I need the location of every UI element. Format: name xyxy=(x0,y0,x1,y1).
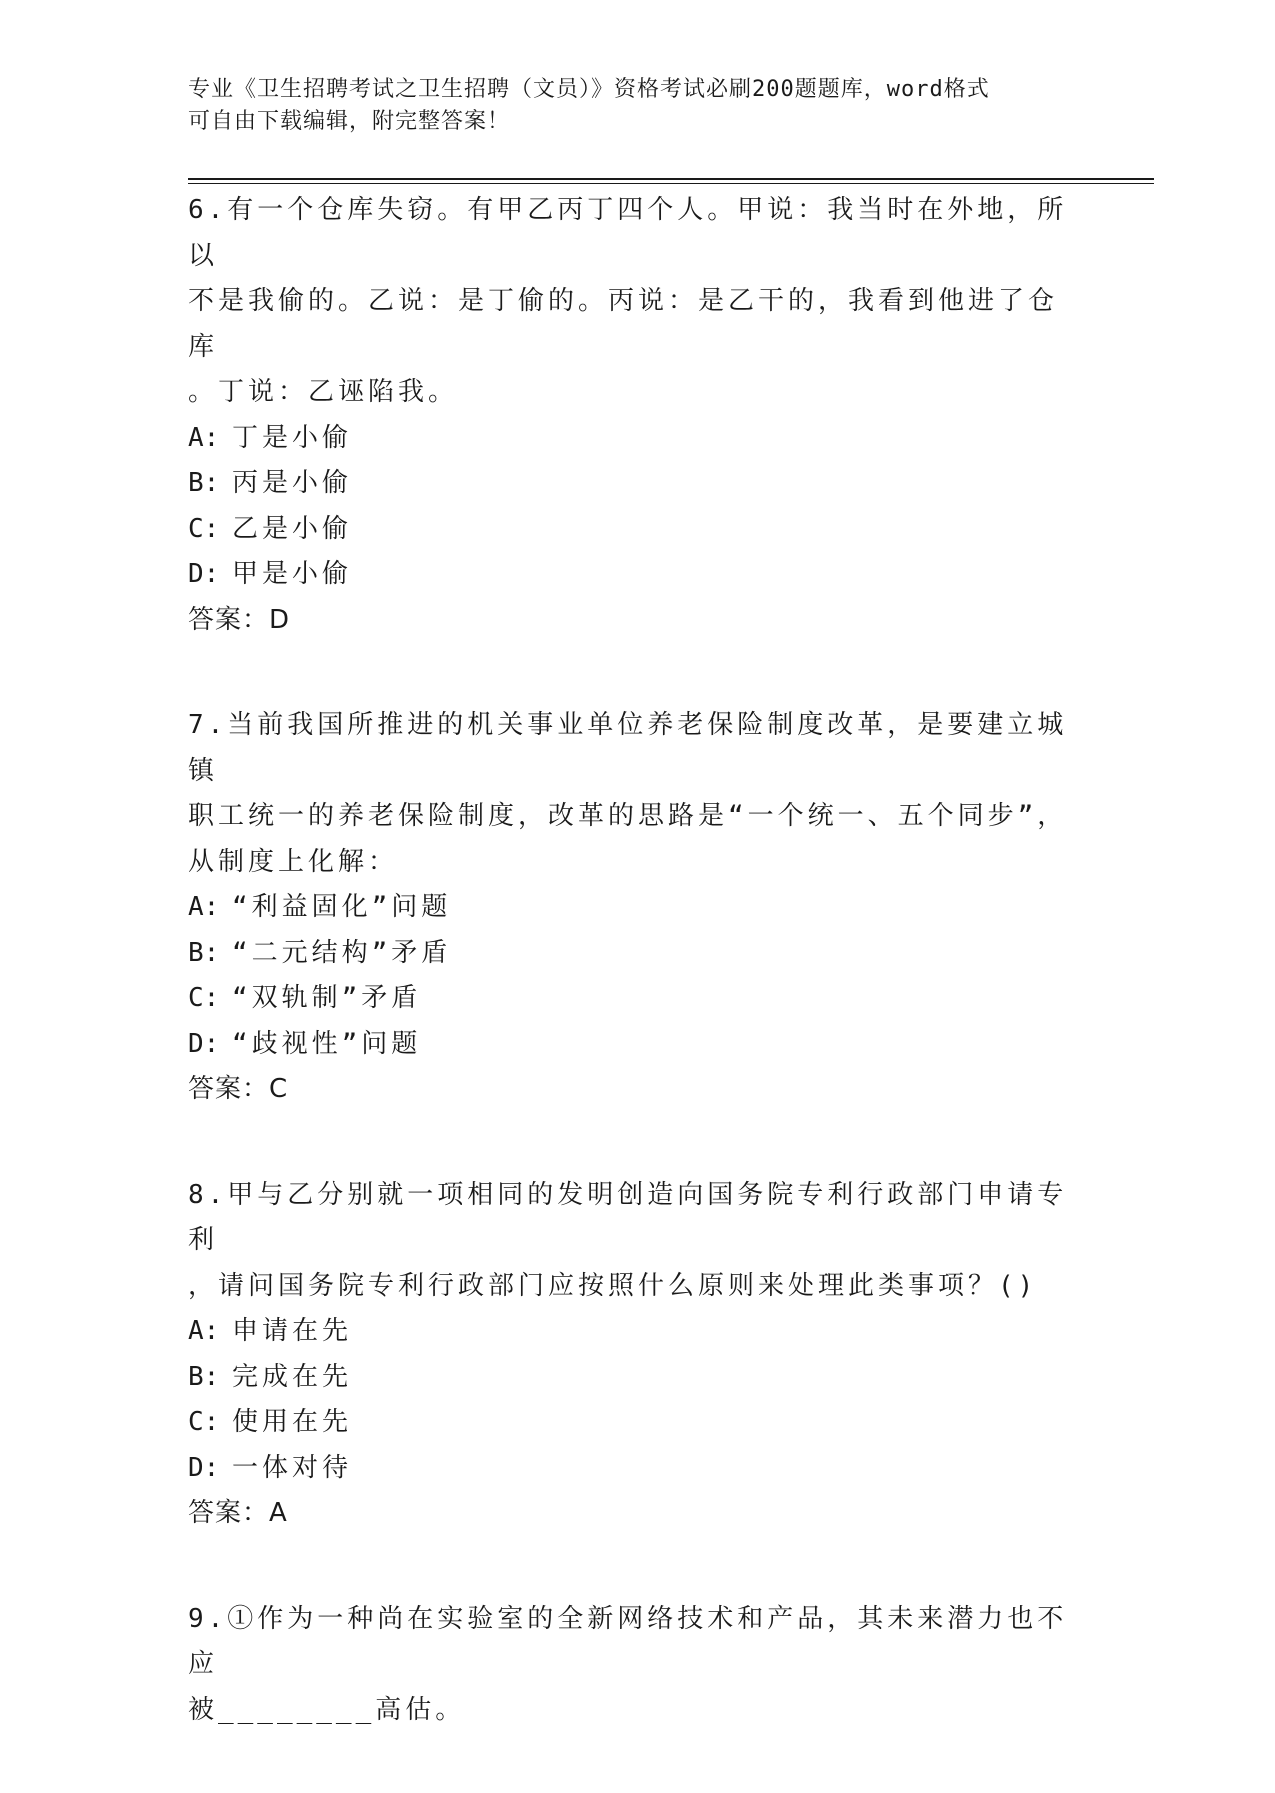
option-b xyxy=(188,931,1068,977)
answer: 答案：A xyxy=(188,1498,288,1528)
option-c xyxy=(188,1400,1068,1446)
option-letter: B: xyxy=(188,1361,220,1392)
option-text: “利益固化”问题 xyxy=(232,892,452,922)
option-c xyxy=(188,507,1068,553)
header-line-2: 可自由下载编辑，附完整答案！ xyxy=(188,109,511,134)
option-d xyxy=(188,1446,1068,1492)
question-9 xyxy=(188,1597,1068,1734)
option-b xyxy=(188,461,1068,507)
option-d xyxy=(188,552,1068,598)
question-stem-line: 9.①作为一种尚在实验室的全新网络技术和产品，其未来潜力也不应 xyxy=(188,1603,1068,1679)
header-divider-thick xyxy=(188,178,1154,180)
option-text: 丁是小偷 xyxy=(232,422,353,453)
option-letter: D: xyxy=(188,1028,220,1059)
option-letter: D: xyxy=(188,1452,220,1483)
option-text: 乙是小偷 xyxy=(232,513,353,544)
option-letter: C: xyxy=(188,983,220,1013)
question-stem-line: ，请问国务院专利行政部门应按照什么原则来处理此类事项？() xyxy=(188,1270,1038,1301)
option-a xyxy=(188,416,1068,462)
option-a xyxy=(188,1309,1068,1355)
option-letter: A: xyxy=(188,1316,220,1346)
question-7 xyxy=(188,703,1068,1113)
header-line-1: 专业《卫生招聘考试之卫生招聘（文员）》资格考试必刷200题题库，word格式 xyxy=(188,77,990,102)
option-d xyxy=(188,1022,1068,1068)
question-stem-line: 7.当前我国所推进的机关事业单位养老保险制度改革，是要建立城镇 xyxy=(188,710,1068,786)
question-stem-line: 。丁说：乙诬陷我。 xyxy=(188,377,459,407)
question-8 xyxy=(188,1173,1068,1537)
option-text: 丙是小偷 xyxy=(232,468,353,498)
option-text: 甲是小偷 xyxy=(232,559,353,589)
option-letter: A: xyxy=(188,422,220,453)
option-text: 完成在先 xyxy=(232,1361,353,1392)
option-c xyxy=(188,976,1068,1022)
header-divider-thin xyxy=(188,183,1154,184)
option-text: “歧视性”问题 xyxy=(232,1028,422,1059)
option-letter: C: xyxy=(188,1407,220,1437)
option-text: 使用在先 xyxy=(232,1407,353,1437)
question-list xyxy=(188,188,1068,1793)
option-text: 一体对待 xyxy=(232,1452,353,1483)
question-stem-line: 6.有一个仓库失窃。有甲乙丙丁四个人。甲说：我当时在外地，所以 xyxy=(188,195,1068,271)
document-header xyxy=(188,74,1068,138)
answer: 答案：C xyxy=(188,1074,289,1104)
option-letter: B: xyxy=(188,468,220,498)
option-b xyxy=(188,1355,1068,1401)
question-6 xyxy=(188,188,1068,643)
option-a xyxy=(188,885,1068,931)
question-stem-line: 从制度上化解： xyxy=(188,846,399,877)
option-letter: C: xyxy=(188,513,220,544)
option-letter: A: xyxy=(188,892,220,922)
option-text: 申请在先 xyxy=(232,1316,353,1346)
option-letter: D: xyxy=(188,559,220,589)
option-text: “二元结构”矛盾 xyxy=(232,937,452,968)
question-stem-line: 不是我偷的。乙说：是丁偷的。丙说：是乙干的，我看到他进了仓库 xyxy=(188,286,1059,362)
question-stem-line: 被________高估。 xyxy=(188,1694,466,1725)
answer: 答案：D xyxy=(188,604,291,635)
question-stem-line: 8.甲与乙分别就一项相同的发明创造向国务院专利行政部门申请专利 xyxy=(188,1179,1068,1255)
question-stem-line: 职工统一的养老保险制度，改革的思路是“一个统一、五个同步”， xyxy=(188,801,1068,831)
option-text: “双轨制”矛盾 xyxy=(232,983,422,1013)
option-letter: B: xyxy=(188,937,220,968)
